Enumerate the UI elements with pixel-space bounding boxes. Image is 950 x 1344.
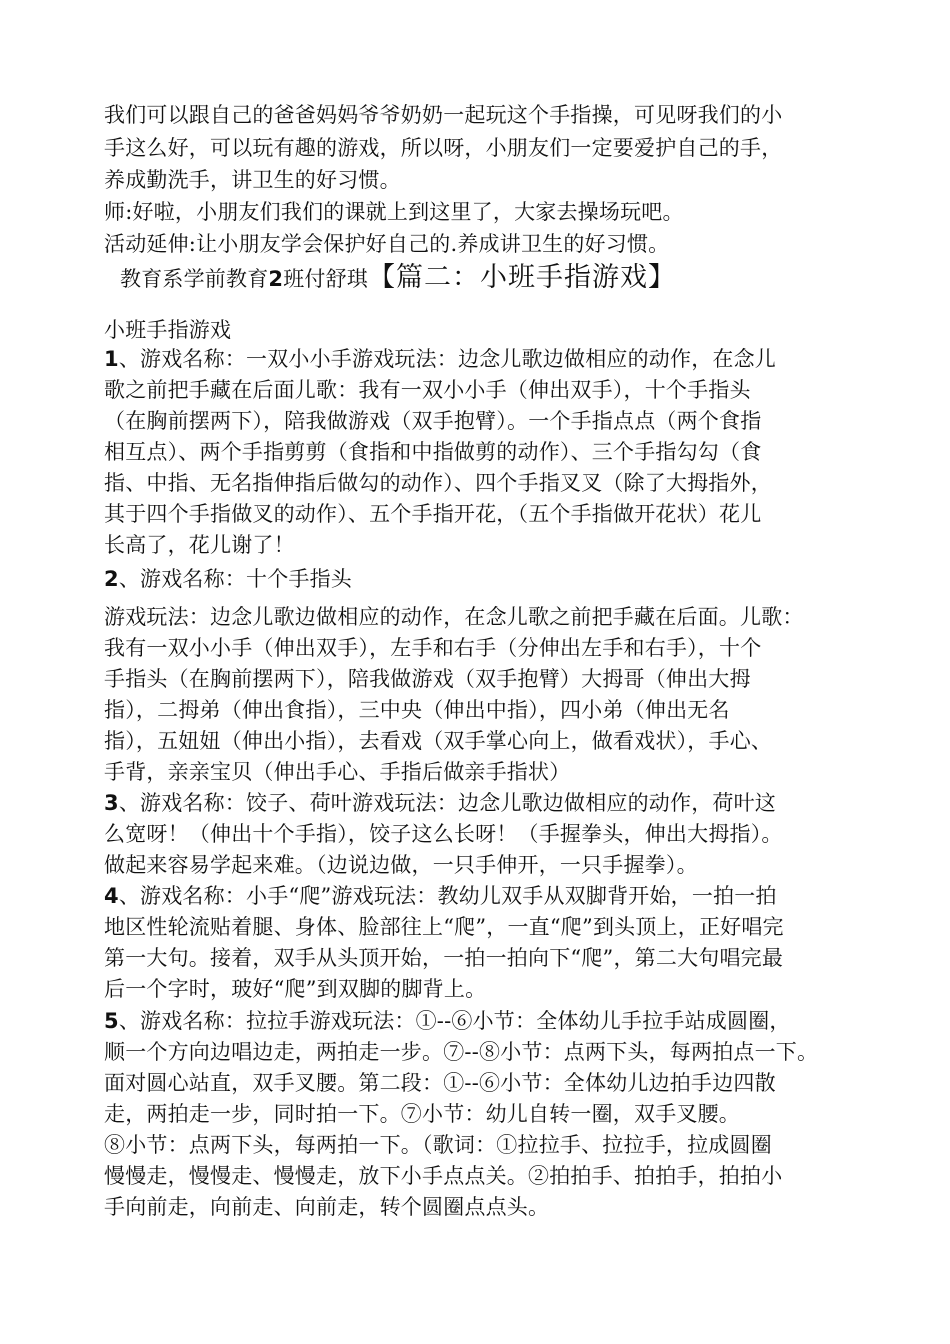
text-line: 么宽呀！（伸出十个手指），饺子这么长呀！（手握拳头，伸出大拇指）。: [104, 822, 783, 846]
text-line: 走，两拍走一步，同时拍一下。⑦小节：幼儿自转一圈，双手叉腰。: [104, 1102, 740, 1126]
text-line: 1、游戏名称：一双小小手游戏玩法：边念儿歌边做相应的动作，在念儿: [104, 347, 777, 371]
item-number: 1: [104, 347, 119, 371]
item-number: 4: [104, 884, 119, 908]
text-line: 后一个字时，玻好“爬”到双脚的脚背上。: [104, 977, 487, 1001]
text-line: 指），二拇弟（伸出食指），三中央（伸出中指），四小弟（伸出无名: [104, 698, 730, 722]
text-line: 手向前走，向前走、向前走，转个圆圈点点头。: [104, 1195, 550, 1219]
item-number: 3: [104, 791, 119, 815]
text-line: 歌之前把手藏在后面儿歌：我有一双小小手（伸出双手），十个手指头: [104, 378, 751, 402]
text-line: （在胸前摆两下），陪我做游戏（双手抱臂）。一个手指点点（两个食指: [104, 409, 762, 433]
text-line: 相互点）、两个手指剪剪（食指和中指做剪的动作）、三个手指勾勾（食: [104, 440, 762, 464]
text-line: 手背，亲亲宝贝（伸出手心、手指后做亲手指状）: [104, 760, 571, 784]
text-line: 我们可以跟自己的爸爸妈妈爷爷奶奶一起玩这个手指操，可见呀我们的小: [104, 103, 783, 127]
chapter-title: 【篇二：小班手指游戏】: [368, 262, 677, 293]
section-title: 小班手指游戏: [104, 318, 232, 342]
text-line: 游戏玩法：边念儿歌边做相应的动作，在念儿歌之前把手藏在后面。儿歌：: [104, 605, 804, 629]
text-line: 顺一个方向边唱边走，两拍走一步。⑦--⑧小节：点两下头，每两拍点一下。: [104, 1040, 819, 1064]
text-line: 做起来容易学起来难。（边说边做，一只手伸开，一只手握拳）。: [104, 853, 698, 877]
text-line: 手指头（在胸前摆两下），陪我做游戏（双手抱臂）大拇哥（伸出大拇: [104, 667, 751, 691]
item-number: 5: [104, 1009, 119, 1033]
text-line: 第一大句。接着，双手从头顶开始，一拍一拍向下“爬”，第二大句唱完最: [104, 946, 784, 970]
author-name: 班付舒琪: [283, 267, 369, 291]
text-line: 指），五妞妞（伸出小指），去看戏（双手掌心向上，做看戏状），手心、: [104, 729, 773, 753]
class-number: 2: [268, 267, 284, 291]
text-line: ⑧小节：点两下头，每两拍一下。（歌词：①拉拉手、拉拉手，拉成圆圈: [104, 1133, 772, 1157]
text-line: 慢慢走，慢慢走、慢慢走，放下小手点点关。②拍拍手、拍拍手，拍拍小: [104, 1164, 783, 1188]
text-line: 手这么好，可以玩有趣的游戏，所以呀，小朋友们一定要爱护自己的手，: [104, 136, 783, 160]
text-line: 5、游戏名称：拉拉手游戏玩法：①--⑥小节：全体幼儿手拉手站成圆圈，: [104, 1009, 791, 1033]
section-heading: [120, 260, 676, 297]
text-line: 面对圆心站直，双手叉腰。第二段：①--⑥小节：全体幼儿边拍手边四散: [104, 1071, 776, 1095]
text-line: 2、游戏名称：十个手指头: [104, 567, 353, 591]
text-line: 长高了，花儿谢了！: [104, 533, 295, 557]
text-line: 其于四个手指做叉的动作）、五个手指开花，（五个手指做开花状）花儿: [104, 502, 762, 526]
author-text: 教育系学前教育: [120, 267, 269, 291]
text-line: 我有一双小小手（伸出双手），左手和右手（分伸出左手和右手），十个: [104, 636, 762, 660]
text-line: 养成勤洗手，讲卫生的好习惯。: [104, 168, 401, 192]
text-line: 师:好啦，小朋友们我们的课就上到这里了，大家去操场玩吧。: [104, 200, 684, 224]
text-line: 指、中指、无名指伸指后做勾的动作）、四个手指叉叉（除了大拇指外，: [104, 471, 772, 495]
item-number: 2: [104, 567, 119, 591]
text-line: 活动延伸:让小朋友学会保护好自己的.养成讲卫生的好习惯。: [104, 232, 670, 256]
text-line: 4、游戏名称：小手“爬”游戏玩法：教幼儿双手从双脚背开始，一拍一拍: [104, 884, 777, 908]
text-line: 地区性轮流贴着腿、身体、脸部往上“爬”，一直“爬”到头顶上，正好唱完: [104, 915, 784, 939]
text-line: 3、游戏名称：饺子、荷叶游戏玩法：边念儿歌边做相应的动作，荷叶这: [104, 791, 777, 815]
